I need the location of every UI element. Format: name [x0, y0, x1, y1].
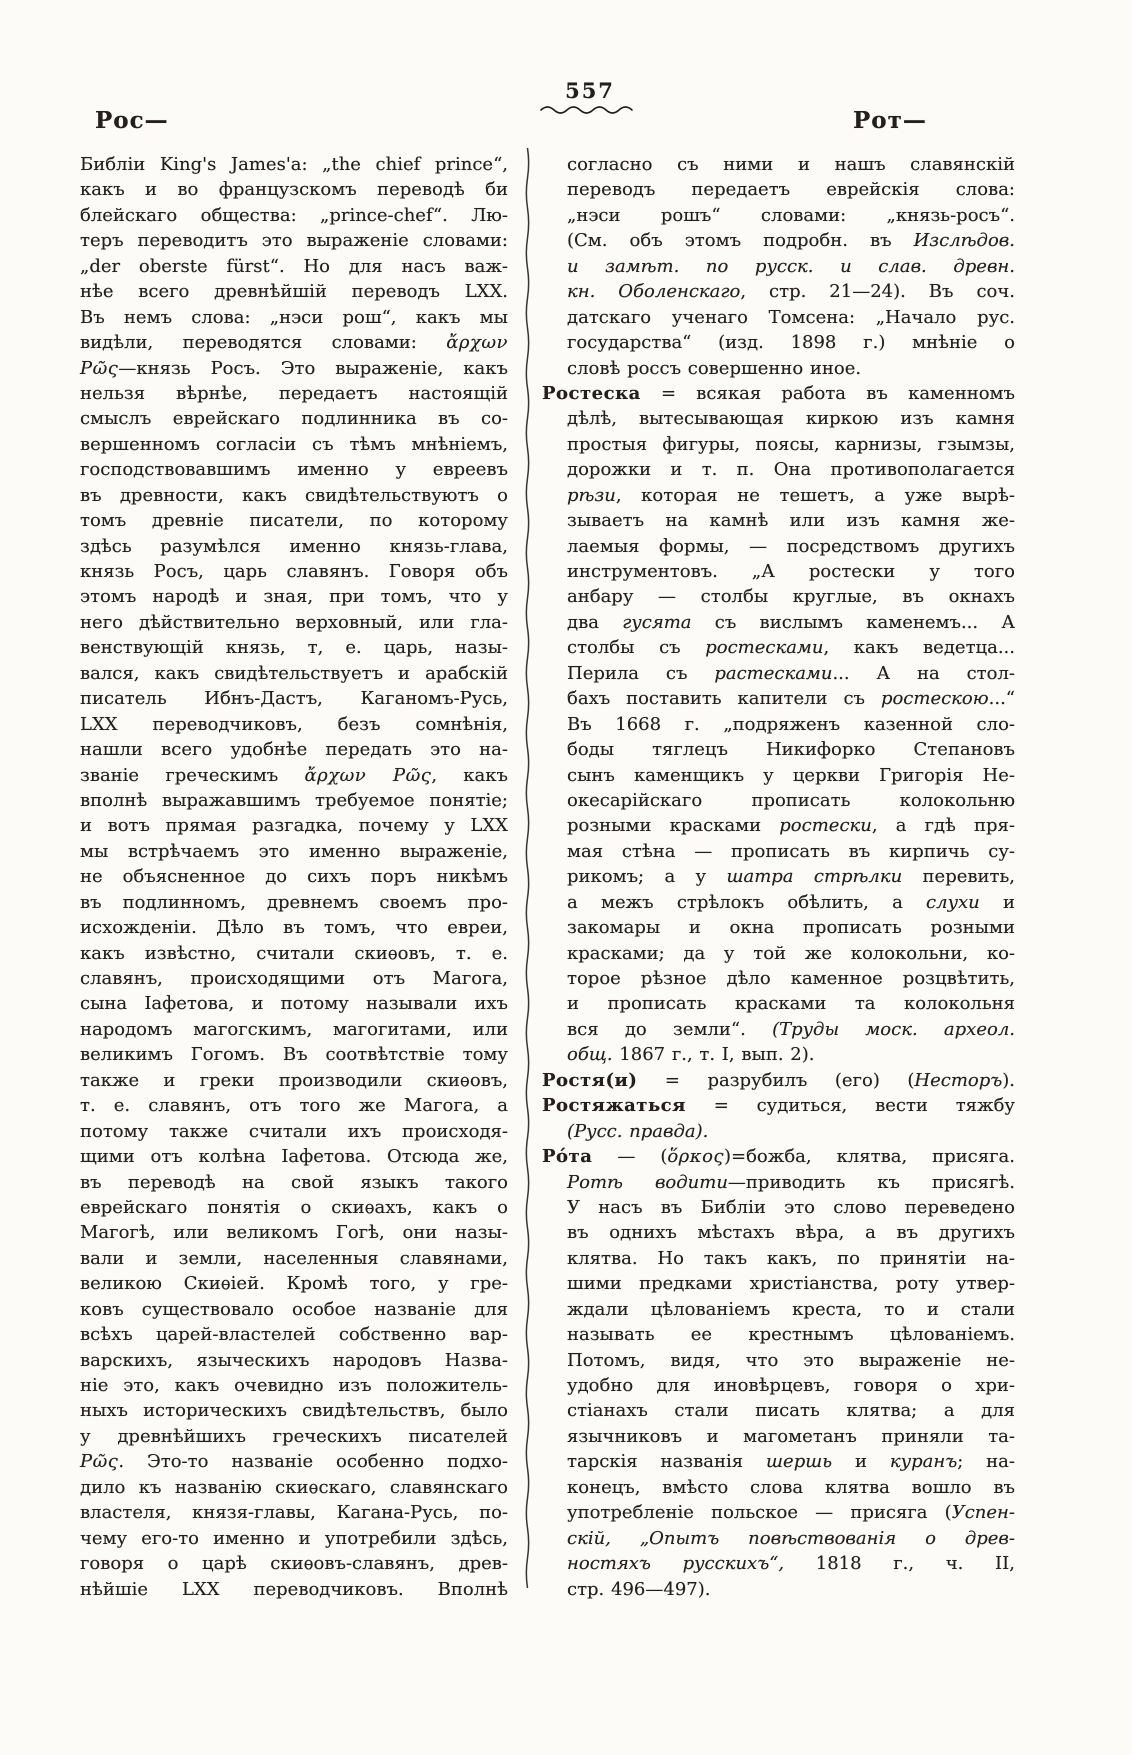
plain-text: стіанахъ стали писать клятва; а для — [567, 1400, 1015, 1422]
text-line — [542, 279, 1015, 304]
plain-text: всѣхъ царей-властелей собственно вар- — [80, 1324, 508, 1346]
text-line — [542, 1551, 1015, 1576]
text-line — [542, 508, 1015, 533]
running-head-right: Рот— — [853, 107, 927, 134]
plain-text: Въ немъ слова: „нэси рош“, какъ мы — [80, 306, 508, 328]
plain-text: ...“ — [988, 688, 1015, 710]
text-line — [80, 864, 508, 889]
plain-text: какъ извѣстно, считали скиѳовъ, т. е. — [80, 942, 508, 964]
plain-text: и прописать красками та колокольня — [567, 993, 1015, 1015]
text-line — [80, 483, 508, 508]
headword: Ростяжаться — [542, 1095, 686, 1117]
text-line — [80, 890, 508, 915]
text-line — [80, 788, 508, 813]
text-line — [542, 1475, 1015, 1500]
text-line — [80, 584, 508, 609]
text-line — [542, 788, 1015, 813]
plain-text: ждали цѣлованіемъ креста, то и стали — [567, 1298, 1015, 1320]
text-line — [80, 1577, 508, 1602]
plain-text: блейскаго общества: „prince-chef“. Лю- — [80, 204, 508, 226]
italic-text: ростескою — [880, 688, 989, 710]
text-line — [542, 1322, 1015, 1347]
greek-text: Ρῶς — [80, 357, 119, 379]
text-line — [542, 1398, 1015, 1423]
text-line — [80, 177, 508, 202]
plain-text: государства“ (изд. 1898 г.) мнѣніе о — [567, 332, 1015, 354]
plain-text: а межъ стрѣлокъ обѣлить, а — [567, 891, 927, 913]
plain-text: датскаго ученаго Томсена: „Начало рус. — [567, 306, 1015, 328]
text-line — [80, 915, 508, 940]
plain-text: славянъ, происходящими отъ Магога, — [80, 968, 508, 989]
text-line — [542, 584, 1015, 609]
plain-text: великимъ Гогомъ. Въ соотвѣтствіе тому — [80, 1044, 508, 1066]
headword: Ростя(и) — [542, 1069, 638, 1091]
plain-text: въ однихъ мѣстахъ вѣра, а въ другихъ — [567, 1222, 1015, 1244]
plain-text: два — [567, 611, 623, 633]
plain-text: дило къ названію скиѳскаго, славянскаго — [80, 1476, 508, 1498]
plain-text: столбы съ — [567, 637, 706, 659]
text-line — [542, 1246, 1015, 1271]
text-line — [542, 534, 1015, 559]
italic-text: Успен- — [951, 1502, 1015, 1524]
plain-text: вершенномъ согласіи съ тѣмъ мнѣніемъ, — [80, 433, 508, 455]
plain-text: сына Іафетова, и потому называли ихъ — [80, 993, 508, 1015]
text-line — [542, 1119, 1015, 1144]
italic-text: ростесками — [705, 637, 824, 659]
plain-text: господствовавшимъ именно у евреевъ — [80, 459, 508, 481]
right-column — [542, 152, 1015, 1602]
text-line — [80, 966, 508, 991]
text-line — [80, 457, 508, 482]
text-line — [80, 330, 508, 355]
text-line — [542, 686, 1015, 711]
plain-text: этомъ народѣ и зная, при томъ, что у — [80, 586, 508, 608]
plain-text: и — [832, 1451, 890, 1473]
page-number-rule-path — [541, 107, 632, 113]
plain-text: мы встрѣчаемъ это именно выраженіе, — [80, 840, 508, 862]
plain-text: перевить, — [902, 866, 1015, 888]
plain-text: сынъ каменщикъ у церкви Григорія Не- — [567, 764, 1015, 786]
plain-text: великою Скиѳіей. Кромѣ того, у гре- — [80, 1273, 508, 1295]
plain-text: — ( — [592, 1146, 668, 1168]
text-line — [80, 559, 508, 584]
text-line — [80, 763, 508, 788]
text-line — [542, 1373, 1015, 1398]
text-line — [80, 534, 508, 559]
text-line — [80, 1475, 508, 1500]
italic-text: скій, „Опытъ повѣствованія о древ- — [567, 1527, 1015, 1549]
running-head-left: Рос— — [95, 107, 169, 134]
plain-text: нѣе всего древнѣйшій переводъ LXX. — [80, 281, 508, 303]
text-line — [542, 635, 1015, 660]
italic-text: Изслѣдов. — [913, 230, 1015, 252]
column-divider — [524, 148, 532, 1610]
plain-text: = разрубилъ (его) ( — [637, 1069, 915, 1091]
text-line — [80, 305, 508, 330]
plain-text: (См. объ этомъ подробн. въ — [567, 230, 914, 252]
plain-text: вали и земли, населенныя славянами, — [80, 1247, 508, 1269]
plain-text: вполнѣ выражавшимъ требуемое понятіе; — [80, 789, 508, 811]
plain-text: вался, какъ свидѣтельствуетъ и арабскій — [80, 662, 508, 684]
plain-text: видѣли, переводятся словами: — [80, 332, 447, 354]
plain-text: , какъ — [431, 764, 508, 786]
text-line — [80, 737, 508, 762]
text-line — [542, 839, 1015, 864]
plain-text: лаемыя формы, — посредствомъ другихъ — [567, 535, 1015, 557]
plain-text: рикомъ; а у — [567, 866, 727, 888]
text-line — [542, 254, 1015, 279]
plain-text: инструментовъ. „А ростески у того — [567, 561, 1015, 582]
text-line — [80, 686, 508, 711]
plain-text: нѣйшіе LXX переводчиковъ. Вполнѣ — [80, 1578, 508, 1600]
text-line — [542, 203, 1015, 228]
plain-text: народомъ магогскимъ, магогитами, или — [80, 1018, 508, 1040]
text-line — [80, 1195, 508, 1220]
plain-text: окесарійскаго прописать колокольню — [567, 789, 1015, 811]
text-line — [542, 177, 1015, 202]
plain-text: согласно съ ними и нашъ славянскій — [567, 154, 1015, 175]
entry-line — [542, 1144, 1015, 1169]
italic-text: куранъ — [889, 1451, 958, 1473]
text-line — [542, 483, 1015, 508]
text-line — [542, 1348, 1015, 1373]
text-line — [542, 1195, 1015, 1220]
plain-text: ; на- — [957, 1451, 1015, 1473]
text-line — [542, 941, 1015, 966]
plain-text: венствующій князь, т, е. царь, назы- — [80, 637, 508, 659]
column-divider-path — [526, 148, 528, 1588]
plain-text: теръ переводитъ это выраженіе словами: — [80, 230, 508, 252]
text-line — [80, 1348, 508, 1373]
plain-text: ковъ существовало особое названіе для — [80, 1298, 508, 1320]
text-line — [542, 915, 1015, 940]
text-line — [542, 1170, 1015, 1195]
plain-text: ). — [1002, 1069, 1015, 1091]
text-line — [80, 254, 508, 279]
text-line — [542, 457, 1015, 482]
greek-text: ἄρχων Ρῶς — [304, 764, 432, 786]
italic-text: ростески — [779, 815, 872, 837]
plain-text: т. е. славянъ, отъ того же Магога, а — [80, 1095, 508, 1117]
text-line — [80, 203, 508, 228]
text-line — [80, 1373, 508, 1398]
plain-text: тарскія названія — [567, 1451, 766, 1473]
text-line — [80, 610, 508, 635]
plain-text: дорожки и т. п. Она противополагается — [567, 459, 1015, 481]
plain-text: говоря о царѣ скиѳовъ-славянъ, древ- — [80, 1553, 508, 1575]
text-line — [542, 864, 1015, 889]
greek-text: ἄρχων — [446, 332, 508, 354]
text-line — [542, 152, 1015, 177]
italic-text: шершь — [766, 1451, 833, 1473]
text-line — [542, 1424, 1015, 1449]
text-line — [80, 1119, 508, 1144]
text-line — [80, 1398, 508, 1423]
plain-text: варскихъ, языческихъ народовъ Назва- — [80, 1349, 508, 1371]
text-line — [542, 991, 1015, 1016]
entry-line — [542, 1093, 1015, 1118]
plain-text: 1867 г., т. I, вып. 2). — [612, 1044, 815, 1066]
text-line — [542, 1017, 1015, 1042]
plain-text: —князь Росъ. Это выраженіе, какъ — [118, 357, 508, 379]
plain-text: = судиться, вести тяжбу — [685, 1095, 1015, 1117]
plain-text: розными красками — [567, 815, 780, 837]
plain-text: также и греки производили скиѳовъ, — [80, 1069, 508, 1091]
text-line — [542, 1449, 1015, 1474]
text-line — [542, 890, 1015, 915]
italic-text: (Русс. правда). — [567, 1120, 709, 1142]
headword: Ростеска — [542, 382, 641, 404]
text-line — [80, 941, 508, 966]
text-line — [542, 1271, 1015, 1296]
plain-text: боды тяглецъ Никифорко Степановъ — [567, 739, 1015, 761]
italic-text: слухи — [926, 891, 980, 913]
plain-text: потому также считали ихъ происходя- — [80, 1120, 508, 1142]
plain-text: въ древности, какъ свидѣтельствуютъ о — [80, 484, 508, 506]
text-line — [542, 1297, 1015, 1322]
text-line — [542, 737, 1015, 762]
plain-text: томъ древніе писатели, по которому — [80, 510, 508, 532]
plain-text: = всякая работа въ каменномъ — [640, 382, 1015, 404]
plain-text: властеля, князя-главы, Кагана-Русь, по- — [80, 1502, 508, 1524]
plain-text: Въ 1668 г. „подряженъ казенной сло- — [567, 713, 1015, 735]
text-line — [80, 1424, 508, 1449]
italic-text: Ротѣ водити — [567, 1171, 728, 1193]
plain-text: нельзя вѣрнѣе, передаетъ настоящій — [80, 382, 508, 404]
plain-text: Магогѣ, или великомъ Гогѣ, они назы- — [80, 1222, 508, 1244]
plain-text: Библіи King's James'a: „the chief prince“, — [80, 154, 508, 175]
italic-text: гусята — [622, 611, 692, 633]
plain-text: въ подлинномъ, древнемъ своемъ про- — [80, 891, 508, 913]
plain-text: и — [979, 891, 1015, 913]
text-line — [80, 1297, 508, 1322]
italic-text: Несторъ — [914, 1069, 1003, 1091]
text-line — [80, 1271, 508, 1296]
plain-text: стр. 496—497). — [567, 1578, 711, 1600]
text-line — [542, 228, 1015, 253]
plain-text: у древнѣйшихъ греческихъ писателей — [80, 1425, 508, 1447]
plain-text: клятва. Но такъ какъ, по принятіи на- — [567, 1247, 1015, 1269]
text-line — [80, 381, 508, 406]
plain-text: званіе греческимъ — [80, 764, 305, 786]
text-line — [80, 661, 508, 686]
greek-text: Ρῶς — [80, 1451, 119, 1473]
entry-line — [542, 381, 1015, 406]
text-line — [80, 1017, 508, 1042]
text-line — [80, 635, 508, 660]
text-line — [542, 1042, 1015, 1067]
text-line — [80, 1068, 508, 1093]
left-column — [80, 152, 508, 1602]
text-line — [542, 813, 1015, 838]
italic-text: и замѣт. по русск. и слав. древн. — [567, 255, 1015, 277]
plain-text: него дѣйствительно верховный, или гла- — [80, 611, 508, 633]
text-line — [80, 1526, 508, 1551]
plain-text: исхожденіи. Дѣло въ томъ, что евреи, — [80, 917, 508, 939]
plain-text: удобно для иновѣрцевъ, говоря о хри- — [567, 1375, 1015, 1396]
text-line — [80, 279, 508, 304]
plain-text: , какъ ведетца... — [823, 637, 1015, 659]
text-line — [80, 1042, 508, 1067]
plain-text: Перила съ — [567, 662, 715, 684]
italic-text: рѣзи — [567, 484, 616, 506]
plain-text: щими отъ колѣна Іафетова. Отсюда же, — [80, 1146, 508, 1168]
plain-text: шими предками христіанства, роту утвер- — [567, 1273, 1015, 1295]
plain-text: LXX переводчиковъ, безъ сомнѣнія, — [80, 713, 508, 735]
text-line — [542, 610, 1015, 635]
plain-text: вся до земли“. — [567, 1018, 773, 1040]
plain-text: У насъ въ Библіи это слово переведено — [567, 1196, 1015, 1218]
plain-text: , а гдѣ пря- — [871, 815, 1015, 837]
plain-text: еврейскаго понятія о скиѳахъ, какъ о — [80, 1196, 508, 1218]
plain-text: и вотъ прямая разгадка, почему у LXX — [80, 815, 508, 837]
plain-text: Потомъ, видя, что это выраженіе не- — [567, 1349, 1015, 1371]
plain-text: словѣ россъ совершенно иное. — [567, 357, 862, 379]
text-line — [80, 813, 508, 838]
text-line — [80, 1220, 508, 1245]
text-line — [80, 991, 508, 1016]
plain-text: мая стѣна — прописать въ кирпичь су- — [567, 840, 1015, 862]
text-line — [80, 508, 508, 533]
text-line — [542, 432, 1015, 457]
page-number: 557 — [565, 78, 615, 103]
text-line — [80, 1500, 508, 1525]
plain-text: съ вислымъ каменемъ... А — [691, 611, 1016, 633]
italic-text: шатра стрѣлки — [726, 866, 903, 888]
plain-text: конецъ, вмѣсто слова клятва вошло въ — [567, 1476, 1015, 1498]
text-line — [542, 1500, 1015, 1525]
text-line — [80, 1170, 508, 1195]
plain-text: ... А на стол- — [832, 662, 1015, 684]
italic-text: (Труды моск. археол. — [772, 1018, 1015, 1040]
plain-text: въ переводѣ на свой языкъ такого — [80, 1171, 508, 1193]
plain-text: дѣлѣ, вытесывающая киркою изъ камня — [567, 408, 1015, 430]
plain-text: называть ее крестнымъ цѣлованіемъ. — [567, 1324, 1015, 1346]
plain-text: не объясненное до сихъ поръ никѣмъ — [80, 866, 508, 888]
plain-text: )=божба, клятва, присяга. — [723, 1146, 1015, 1168]
text-line — [80, 356, 508, 381]
italic-text: общ. — [567, 1044, 613, 1066]
italic-text: растесками — [714, 662, 833, 684]
plain-text: бахъ поставить капители съ — [567, 688, 881, 710]
text-line — [80, 1093, 508, 1118]
text-line — [80, 432, 508, 457]
text-line — [542, 661, 1015, 686]
text-line — [542, 1526, 1015, 1551]
text-line — [80, 1449, 508, 1474]
plain-text: зываетъ на камнѣ или изъ камня же- — [567, 510, 1015, 532]
page-number-rule — [538, 104, 646, 116]
plain-text: красками; да у той же колокольни, ко- — [567, 942, 1015, 964]
text-line — [542, 712, 1015, 737]
text-line — [542, 559, 1015, 584]
plain-text: „der oberste fürst“. Но для насъ важ- — [80, 255, 508, 277]
plain-text: , стр. 21—24). Въ соч. — [740, 281, 1015, 303]
text-line — [80, 228, 508, 253]
text-line — [542, 356, 1015, 381]
plain-text: . Это-то названіе особенно подхо- — [118, 1451, 508, 1473]
plain-text: чему его-то именно и употребили здѣсь, — [80, 1527, 508, 1549]
italic-text: ностяхъ русскихъ“, — [567, 1553, 785, 1575]
plain-text: „нэси рошъ“ словами: „князь-росъ“. — [567, 204, 1015, 226]
plain-text: здѣсь разумѣлся именно князь-глава, — [80, 535, 508, 557]
plain-text: переводъ передаетъ еврейскія слова: — [567, 179, 1015, 201]
text-line — [542, 1220, 1015, 1245]
entry-line — [542, 1068, 1015, 1093]
plain-text: закомары и окна прописать розными — [567, 917, 1015, 939]
plain-text: торое рѣзное дѣло каменное розцвѣтить, — [567, 968, 1015, 989]
plain-text: анбару — столбы круглые, въ окнахъ — [567, 586, 1015, 608]
plain-text: —приводить къ присягѣ. — [727, 1171, 1015, 1193]
plain-text: 1818 г., ч. II, — [784, 1553, 1015, 1575]
text-line — [80, 1246, 508, 1271]
headword: Ро́та — [542, 1146, 593, 1168]
text-line — [80, 406, 508, 431]
text-line — [80, 1144, 508, 1169]
plain-text: ныхъ историческихъ свидѣтельствъ, было — [80, 1400, 508, 1422]
plain-text: , которая не тешетъ, а уже вырѣ- — [615, 484, 1015, 506]
plain-text: смыслъ еврейскаго подлинника въ со- — [80, 408, 508, 430]
text-line — [80, 839, 508, 864]
text-line — [542, 406, 1015, 431]
text-line — [80, 1322, 508, 1347]
text-line — [80, 712, 508, 737]
plain-text: нашли всего удобнѣе передать это на- — [80, 739, 508, 761]
plain-text: писатель Ибнъ-Дастъ, Каганомъ-Русь, — [80, 688, 508, 710]
plain-text: язычниковъ и магометанъ приняли та- — [567, 1425, 1015, 1447]
greek-text: ὅρκος — [667, 1146, 724, 1168]
plain-text: употребленіе польское — присяга ( — [567, 1502, 952, 1524]
text-line — [542, 305, 1015, 330]
text-line — [542, 1577, 1015, 1602]
plain-text: ніе это, какъ очевидно изъ положитель- — [80, 1375, 508, 1396]
plain-text: какъ и во французскомъ переводѣ би — [80, 179, 508, 201]
italic-text: кн. Оболенскаго — [567, 281, 741, 303]
text-line — [80, 1551, 508, 1576]
plain-text: простыя фигуры, поясы, карнизы, гзымзы, — [567, 433, 1015, 455]
text-line — [542, 763, 1015, 788]
plain-text: князь Росъ, царь славянъ. Говоря объ — [80, 561, 508, 582]
text-line — [542, 966, 1015, 991]
text-line — [80, 152, 508, 177]
text-line — [542, 330, 1015, 355]
